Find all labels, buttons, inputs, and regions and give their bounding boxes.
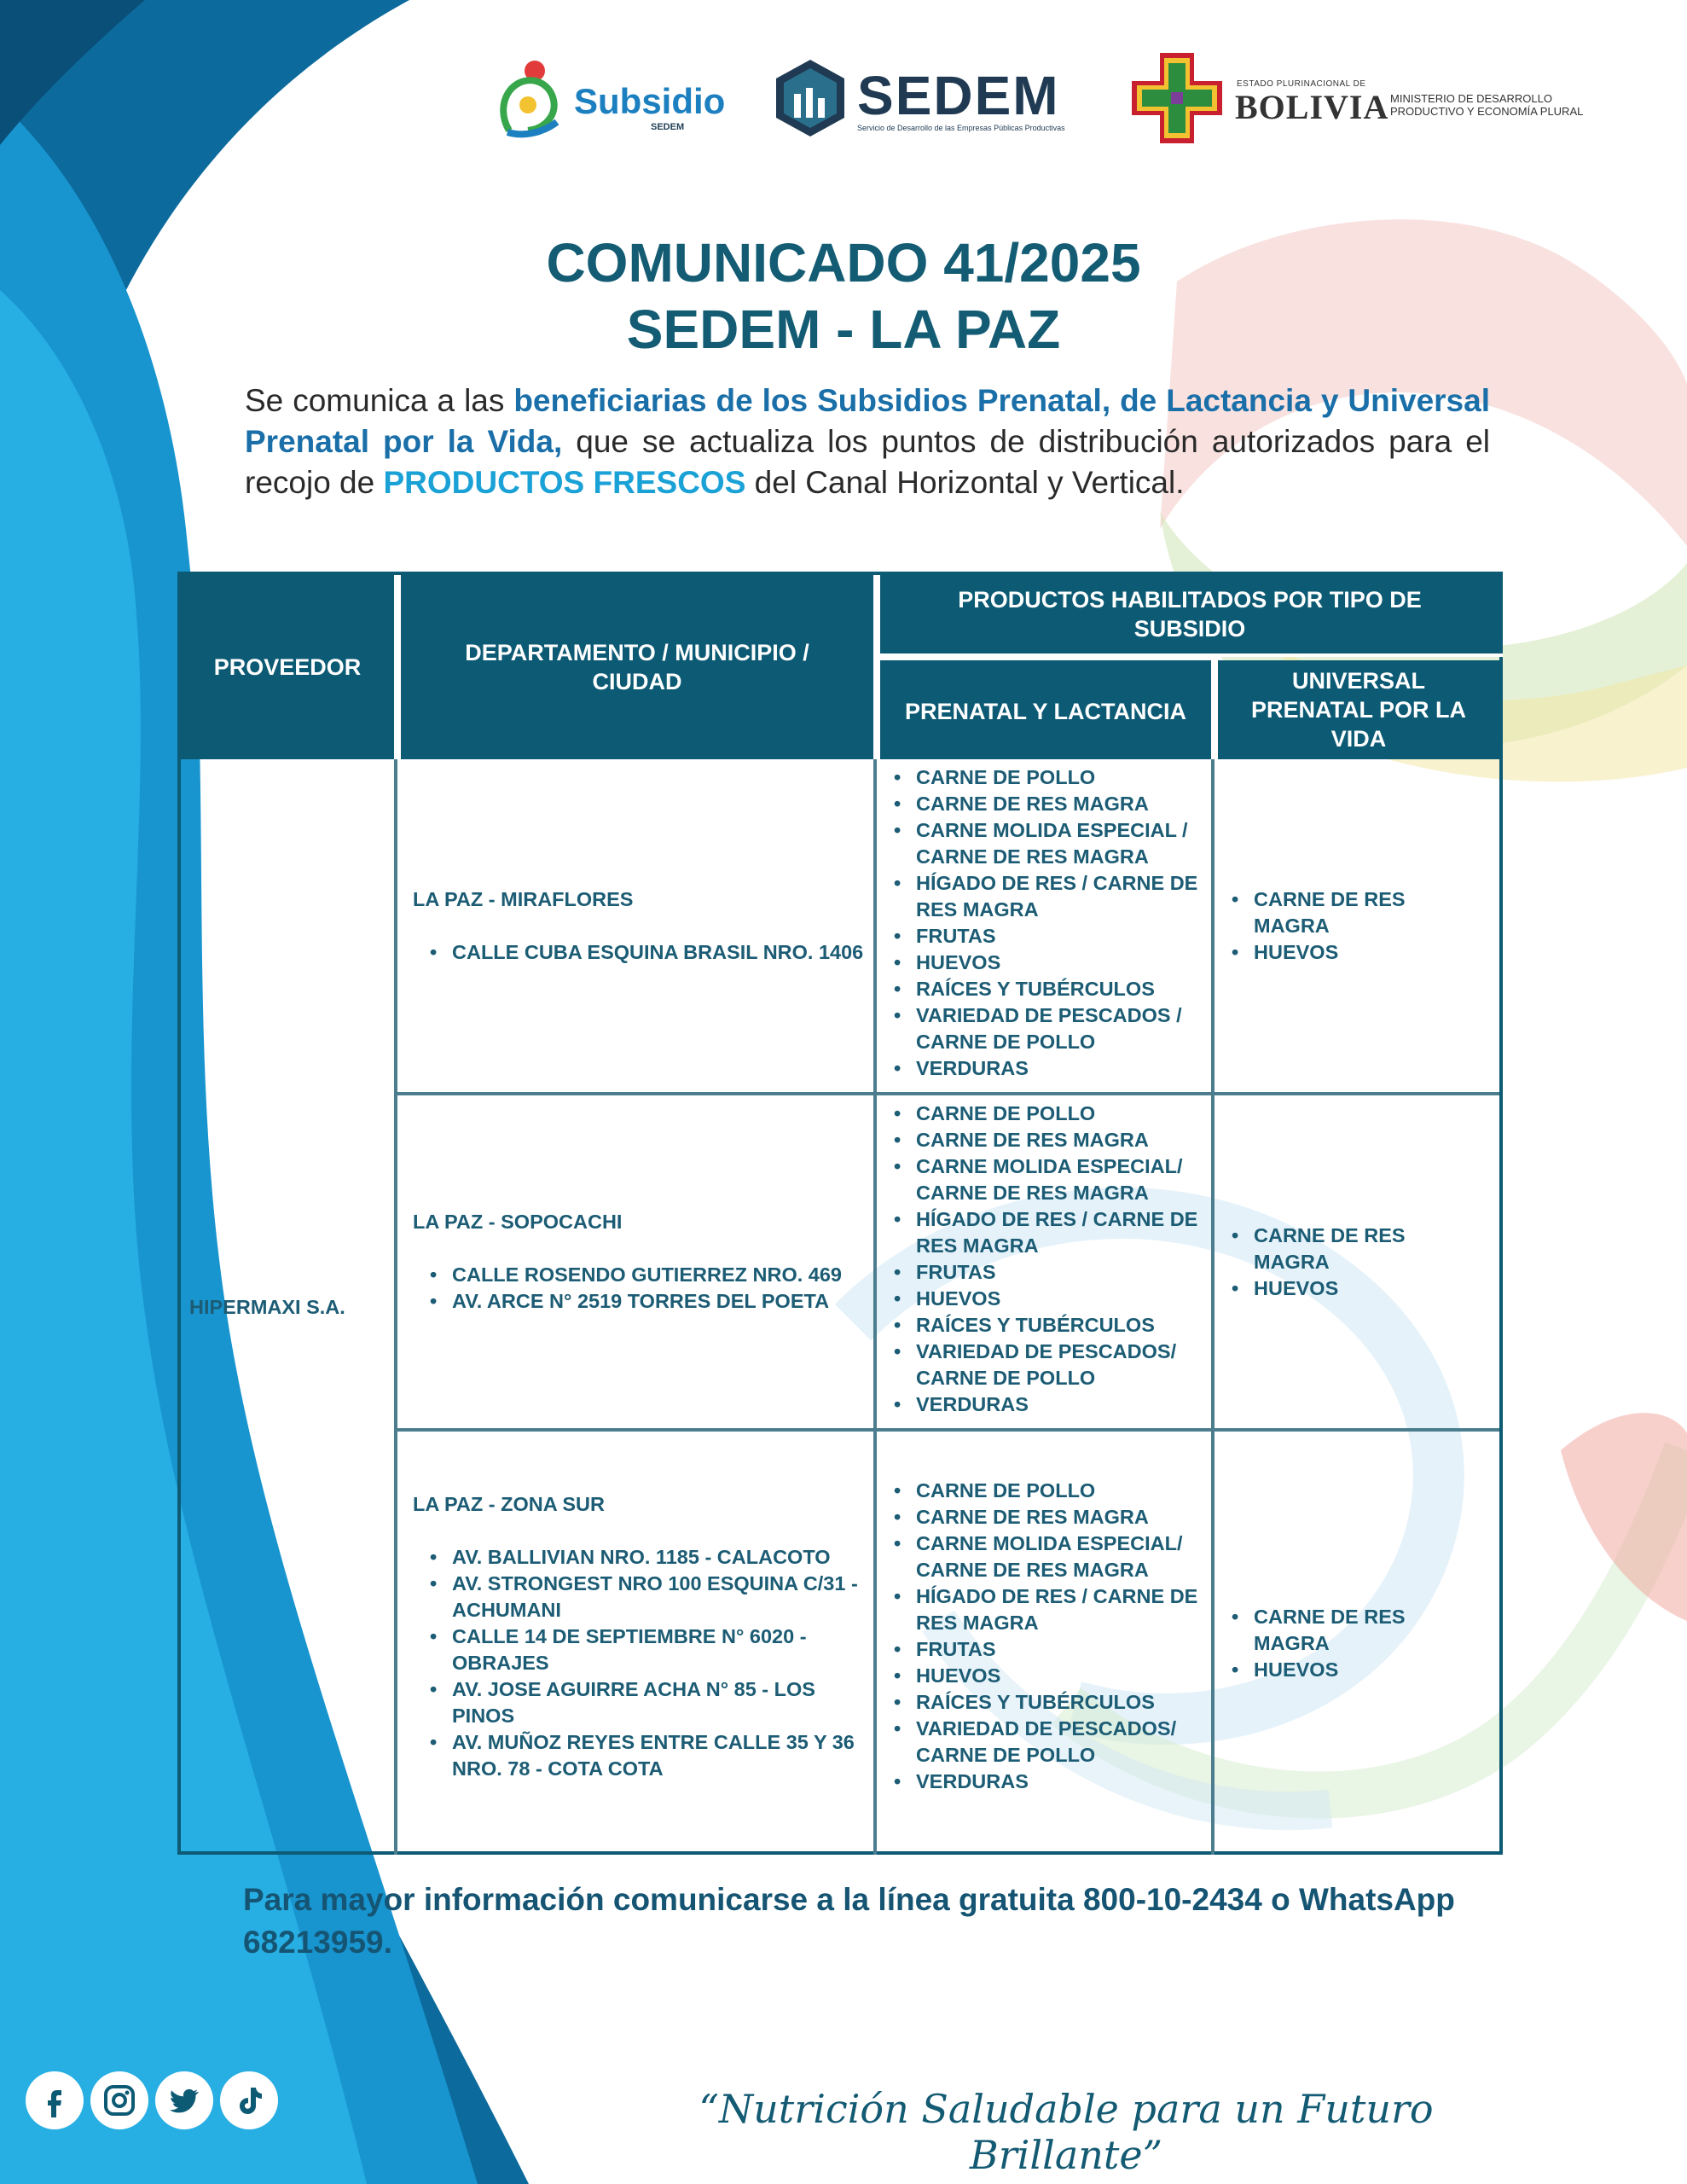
- header-logos: [478, 47, 1612, 149]
- address-item: • CALLE CUBA ESQUINA BRASIL NRO. 1406: [421, 939, 863, 966]
- product-item: • RAÍCES Y TUBÉRCULOS: [885, 1689, 1204, 1716]
- distribution-points-table: [177, 572, 1503, 1855]
- product-item: • CARNE MOLIDA ESPECIAL/ CARNE DE RES MAGRA: [885, 1153, 1204, 1206]
- product-item: • FRUTAS: [885, 1259, 1204, 1286]
- address-item: • CALLE ROSENDO GUTIERREZ NRO. 469: [421, 1262, 842, 1288]
- factory-hexagon-icon: [772, 55, 849, 141]
- product-item: • VERDURAS: [885, 1391, 1204, 1418]
- table-row-miraflores-location: [401, 759, 873, 1092]
- address-item: • AV. ARCE N° 2519 TORRES DEL POETA: [421, 1288, 842, 1315]
- header-productos: PRODUCTOS HABILITADOS POR TIPO DE SUBSIDIO: [880, 575, 1499, 653]
- address-list: [413, 939, 863, 966]
- product-item: • CARNE DE RES MAGRA: [885, 1127, 1204, 1153]
- product-item: • CARNE DE POLLO: [885, 764, 1204, 791]
- sedem-logo: [772, 55, 1079, 141]
- contact-info: Para mayor información comunicarse a la línea gratuita 800-10-2434 o WhatsApp 68213959.: [243, 1882, 1455, 1960]
- product-item: • HÍGADO DE RES / CARNE DE RES MAGRA: [885, 870, 1204, 923]
- product-list: [1223, 1604, 1411, 1683]
- product-item: • HUEVOS: [1223, 1275, 1411, 1302]
- ministry-name-line2: PRODUCTIVO Y ECONOMÍA PLURAL: [1390, 105, 1584, 118]
- product-item: • CARNE MOLIDA ESPECIAL / CARNE DE RES MAGRA: [885, 817, 1204, 870]
- twitter-icon[interactable]: [155, 2071, 213, 2129]
- product-item: • RAÍCES Y TUBÉRCULOS: [885, 1312, 1204, 1339]
- table-row-miraflores-prenatal: [880, 759, 1211, 1092]
- zone-name: LA PAZ - ZONA SUR: [413, 1493, 605, 1515]
- product-item: • HUEVOS: [885, 950, 1204, 976]
- header-proveedor: PROVEEDOR: [181, 575, 394, 759]
- social-links: [26, 2071, 278, 2131]
- slogan: “Nutrición Saludable para un Futuro Brillante”: [699, 2086, 1434, 2178]
- address-item: • AV. STRONGEST NRO 100 ESQUINA C/31 - ACHUMANI: [421, 1571, 865, 1623]
- product-list: [885, 1478, 1204, 1795]
- table-divider: [1211, 759, 1215, 1855]
- product-item: • VERDURAS: [885, 1769, 1204, 1795]
- product-item: • CARNE DE RES MAGRA: [1223, 1223, 1411, 1275]
- table-row-sopocachi-location: [401, 1095, 873, 1428]
- header-divider: [877, 653, 1503, 657]
- table-row-zona-sur-prenatal: [880, 1432, 1211, 1855]
- header-departamento: DEPARTAMENTO / MUNICIPIO / CIUDAD: [401, 575, 873, 759]
- product-item: • VARIEDAD DE PESCADOS/ CARNE DE POLLO: [885, 1716, 1204, 1769]
- product-item: • VARIEDAD DE PESCADOS / CARNE DE POLLO: [885, 1002, 1204, 1055]
- header-divider: [873, 575, 877, 759]
- product-item: • HUEVOS: [1223, 1657, 1411, 1683]
- address-item: • CALLE 14 DE SEPTIEMBRE N° 6020 - OBRAJES: [421, 1623, 865, 1676]
- bolivia-ministry-logo: [1130, 51, 1616, 145]
- header-prenatal-lactancia: PRENATAL Y LACTANCIA: [880, 660, 1211, 759]
- table-row-zona-sur-universal: [1218, 1432, 1499, 1855]
- chakana-emblem-icon: [1130, 51, 1224, 145]
- address-item: • AV. JOSE AGUIRRE ACHA N° 85 - LOS PINOS: [421, 1676, 865, 1729]
- table-divider: [873, 759, 877, 1855]
- product-item: • CARNE DE POLLO: [885, 1478, 1204, 1504]
- zone-name: LA PAZ - SOPOCACHI: [413, 1211, 623, 1233]
- ministry-name: [1390, 92, 1620, 118]
- intro-text-3: del Canal Horizontal y Vertical.: [745, 465, 1185, 500]
- product-item: • RAÍCES Y TUBÉRCULOS: [885, 976, 1204, 1002]
- product-item: • HUEVOS: [885, 1286, 1204, 1312]
- product-item: • FRUTAS: [885, 1636, 1204, 1663]
- product-item: • CARNE DE RES MAGRA: [1223, 886, 1411, 939]
- intro-paragraph: [245, 380, 1490, 503]
- bolivia-estado-text: ESTADO PLURINACIONAL DE: [1237, 79, 1366, 89]
- product-item: • HÍGADO DE RES / CARNE DE RES MAGRA: [885, 1583, 1204, 1636]
- instagram-icon[interactable]: [90, 2071, 148, 2129]
- subsidio-logo: [490, 54, 726, 143]
- product-item: • CARNE DE POLLO: [885, 1101, 1204, 1127]
- address-list: [413, 1544, 865, 1782]
- product-item: • VERDURAS: [885, 1055, 1204, 1082]
- page-title: COMUNICADO 41/2025: [546, 232, 1141, 293]
- product-item: • FRUTAS: [885, 923, 1204, 950]
- subsidio-logo-text: Subsidio: [574, 81, 726, 121]
- sedem-logo-tagline: Servicio de Desarrollo de las Empresas Públicas Productivas: [857, 124, 1065, 132]
- table-divider: [394, 759, 397, 1855]
- provider-name: HIPERMAXI S.A.: [189, 1295, 345, 1318]
- address-item: • AV. BALLIVIAN NRO. 1185 - CALACOTO: [421, 1544, 865, 1571]
- zone-name: LA PAZ - MIRAFLORES: [413, 887, 634, 910]
- table-row-zona-sur-location: [401, 1432, 873, 1855]
- product-item: • HÍGADO DE RES / CARNE DE RES MAGRA: [885, 1206, 1204, 1259]
- facebook-icon[interactable]: [26, 2071, 84, 2129]
- header-universal-prenatal: UNIVERSAL PRENATAL POR LA VIDA: [1218, 660, 1499, 759]
- intro-text-2: que se actualiza los puntos de distribución autorizados para el recojo de: [245, 424, 1490, 500]
- table-row-sopocachi-universal: [1218, 1095, 1499, 1428]
- ministry-name-line1: MINISTERIO DE DESARROLLO: [1390, 92, 1552, 105]
- product-item: • VARIEDAD DE PESCADOS/ CARNE DE POLLO: [885, 1339, 1204, 1391]
- table-row-miraflores-universal: [1218, 759, 1499, 1092]
- mother-baby-icon: [490, 54, 571, 139]
- tiktok-icon[interactable]: [220, 2071, 278, 2129]
- product-list: [885, 1101, 1204, 1418]
- product-list: [1223, 1223, 1411, 1302]
- table-row-sopocachi-prenatal: [880, 1095, 1211, 1428]
- product-item: • HUEVOS: [1223, 939, 1411, 966]
- address-item: • AV. MUÑOZ REYES ENTRE CALLE 35 Y 36 NRO. 78 - COTA COTA: [421, 1729, 865, 1782]
- product-item: • CARNE DE RES MAGRA: [885, 791, 1204, 817]
- product-item: • CARNE DE RES MAGRA: [1223, 1604, 1411, 1657]
- bolivia-logo-text: BOLIVIA: [1235, 88, 1389, 126]
- header-divider: [1211, 657, 1215, 759]
- page-subtitle: SEDEM - LA PAZ: [626, 299, 1061, 360]
- intro-highlight-productos: PRODUCTOS FRESCOS: [383, 465, 746, 500]
- product-item: • CARNE MOLIDA ESPECIAL/ CARNE DE RES MAGRA: [885, 1531, 1204, 1583]
- sedem-logo-text: SEDEM: [857, 65, 1060, 126]
- product-item: • HUEVOS: [885, 1663, 1204, 1689]
- product-list: [1223, 886, 1411, 966]
- provider-cell: [181, 759, 394, 1855]
- intro-highlight-beneficiarias: beneficiarias de los Subsidios Prenatal, de Lactancia y Universal Prenatal por la Vida,: [245, 383, 1490, 459]
- header-divider: [394, 575, 397, 759]
- address-list: [413, 1262, 842, 1315]
- subsidio-logo-subtext: SEDEM: [651, 122, 685, 132]
- product-item: • CARNE DE RES MAGRA: [885, 1504, 1204, 1531]
- intro-text-1: Se comunica a las: [245, 383, 514, 418]
- product-list: [885, 764, 1204, 1082]
